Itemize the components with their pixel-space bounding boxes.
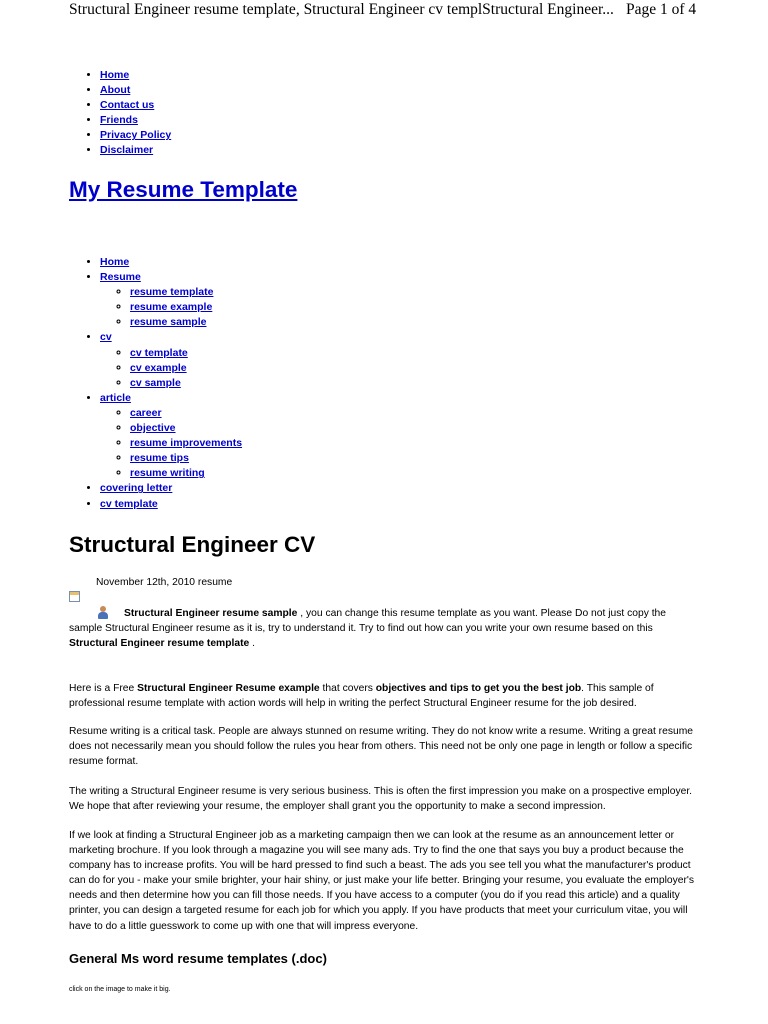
objective-link[interactable]: objective xyxy=(130,422,176,435)
main-nav xyxy=(69,255,242,512)
submenu-item xyxy=(130,361,242,376)
main-nav-article-link[interactable]: article xyxy=(100,391,131,404)
top-nav-privacy-link[interactable]: Privacy Policy xyxy=(100,129,172,142)
page-title: Structural Engineer CV xyxy=(69,532,316,557)
resume-template-link[interactable]: resume template xyxy=(130,286,214,299)
paragraph-3: The writing a Structural Engineer resume is very serious business. This is often the first impression you make on a prospective employer. We hope that after reviewing your resume, the employer shall grant you the opportunity to make a second impression. xyxy=(69,786,693,813)
top-nav-contact-link[interactable]: Contact us xyxy=(100,99,155,112)
p1-text-3: . This sample of professional resume template with action words will help in writing the perfect Structural Engineer resume for the job desired. xyxy=(69,683,654,710)
resume-tips-link[interactable]: resume tips xyxy=(130,452,189,465)
cv-template-link[interactable]: cv template xyxy=(130,346,188,359)
top-nav-item xyxy=(100,113,171,128)
resume-improvements-link[interactable]: resume improvements xyxy=(130,437,243,450)
top-nav-friends-link[interactable]: Friends xyxy=(100,114,138,127)
paragraph-4: If we look at finding a Structural Engineer job as a marketing campaign then we can look at the resume as an announcement letter or marketing brochure. If you look through a magazine you will see many ads. Try to find the one that says you buy a product because the company has to increase profits. You will be hard pressed to find such a beast. The ads you see tell you what the manufacturer's product can do for you - make your smile brighter, your hair shiny, or just make your life better. Bringing your resume, you evaluate the employer's needs and then determine how you can fill those needs. If you have access to a computer (you do if you read this article) and a quality printer, you can design a targeted resume for each job for which you apply. If you have products that meet your curriculum vitae, you will have to do a little guesswork to come up with one that will impress everyone. xyxy=(69,830,695,932)
intro-bold-1: Structural Engineer resume sample xyxy=(124,608,298,619)
post-meta: November 12th, 2010 resume xyxy=(96,577,233,588)
p1-text-1: Here is a Free xyxy=(69,683,138,694)
top-nav-item xyxy=(100,68,171,83)
submenu-item xyxy=(130,436,242,451)
top-nav-item xyxy=(100,98,171,113)
covering-letter-link[interactable]: covering letter xyxy=(100,482,173,495)
cv-template-nav-link[interactable]: cv template xyxy=(100,497,158,510)
submenu-item xyxy=(130,451,242,466)
top-nav-item xyxy=(100,83,171,98)
intro-paragraph xyxy=(69,606,701,651)
top-nav xyxy=(69,68,171,159)
cv-sample-link[interactable]: cv sample xyxy=(130,376,181,389)
image-note: click on the image to make it big. xyxy=(69,986,171,993)
intro-bold-2: Structural Engineer resume template xyxy=(69,638,250,650)
calendar-icon xyxy=(69,591,80,602)
submenu-item xyxy=(130,421,242,436)
p1-text-2: that covers xyxy=(319,683,376,694)
main-nav-item xyxy=(100,391,242,482)
page-indicator: Page 1 of 4 xyxy=(626,1,697,18)
main-nav-home-link[interactable]: Home xyxy=(100,256,130,268)
resume-example-link[interactable]: resume example xyxy=(130,301,213,314)
resume-writing-link[interactable]: resume writing xyxy=(130,467,205,480)
submenu-item xyxy=(130,376,242,391)
top-nav-item xyxy=(100,128,171,143)
career-link[interactable]: career xyxy=(130,406,162,419)
main-nav-resume-link[interactable]: Resume xyxy=(100,271,141,284)
p1-bold-1: Structural Engineer Resume example xyxy=(137,683,320,694)
site-title-link[interactable]: My Resume Template xyxy=(69,177,298,202)
main-nav-item xyxy=(100,481,242,496)
top-nav-about-link[interactable]: About xyxy=(100,84,131,97)
document-title: Structural Engineer resume template, Structural Engineer cv templStructural Engineer... xyxy=(69,1,614,18)
submenu-item xyxy=(130,346,242,361)
main-nav-cv-link[interactable]: cv xyxy=(100,331,112,344)
section-heading: General Ms word resume templates (.doc) xyxy=(69,951,327,966)
print-header xyxy=(69,0,709,20)
p1-bold-2: objectives and tips to get you the best job xyxy=(375,683,582,694)
main-nav-item xyxy=(100,330,242,390)
submenu-item xyxy=(130,466,242,481)
submenu-item xyxy=(130,300,242,315)
main-nav-item xyxy=(100,255,242,270)
intro-text-2: . xyxy=(249,638,255,650)
paragraph-2: Resume writing is a critical task. People are always stunned on resume writing. They do not know write a resume. Writing a great resume does not necessarily mean you should follow the rules you hear from others. This need not be only one page in length or follow a specific resume format. xyxy=(69,726,693,768)
article-submenu xyxy=(100,406,242,481)
top-nav-item xyxy=(100,143,171,158)
top-nav-disclaimer-link[interactable]: Disclaimer xyxy=(100,144,154,157)
resume-submenu xyxy=(100,285,242,330)
cv-example-link[interactable]: cv example xyxy=(130,361,187,374)
cv-submenu xyxy=(100,346,242,391)
resume-sample-link[interactable]: resume sample xyxy=(130,316,207,329)
submenu-item xyxy=(130,406,242,421)
paragraph-1 xyxy=(69,681,701,711)
main-nav-item xyxy=(100,270,242,330)
top-nav-home-link[interactable]: Home xyxy=(100,69,130,81)
main-nav-item xyxy=(100,497,242,512)
submenu-item xyxy=(130,285,242,300)
submenu-item xyxy=(130,315,242,330)
intro-text-1: , you can change this resume template as you want. Please Do not just copy the sample Structural Engineer resume as it is, try to understand it. Try to find out how can you write your own resume based on this xyxy=(69,608,667,635)
